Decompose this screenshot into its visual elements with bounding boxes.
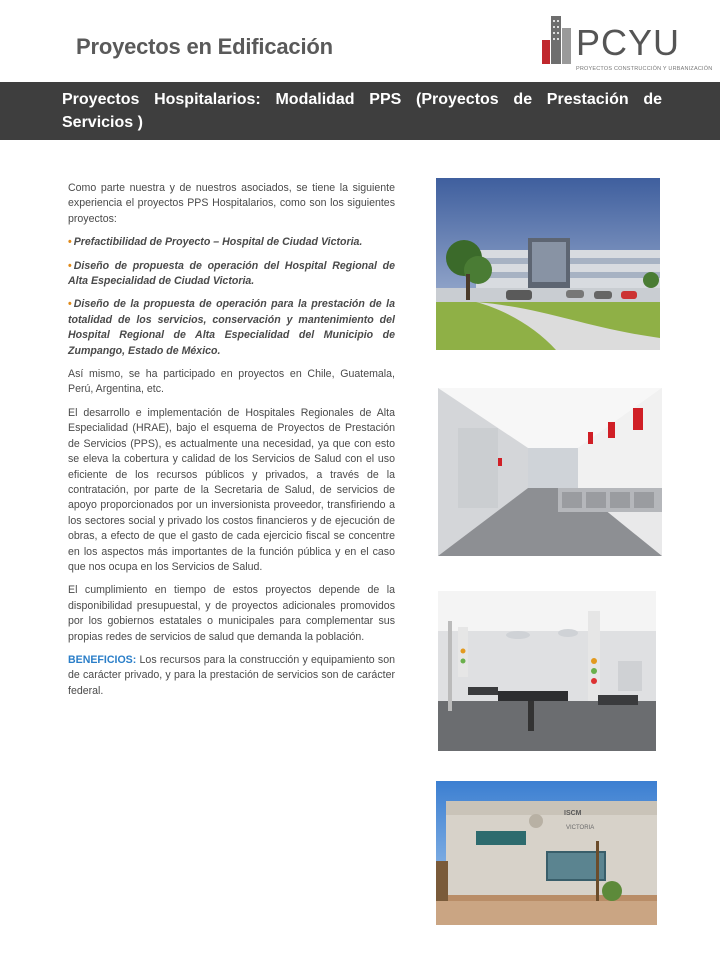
hrae-paragraph: El desarrollo e implementación de Hospitales Regionales de Alta Especialidad (HRAE), bajo el esquema de Proyectos de Prestación de Servicios (PPS), es actualmente una necesidad, ya que con esto se eleva la cobertura y calidad de los Servicios de Salud con el uso eficiente de los recursos públicos y privados, a través de la contratación, por parte de la Secretaria de Salud, de servicios de apoyo proporcionados por un inversionista proveedor, transfiriendo a los sectores social y privado los costos financieros y de ejecución de obras, a efecto de que el gasto de cada ejercicio fiscal se concentre en los aspectos más importantes de la función pública y en el caso que nos ocupa en los Servicios de Salud. — [68, 406, 395, 573]
operating-room-photo — [438, 591, 656, 751]
countries-paragraph: Así mismo, se ha participado en proyectos en Chile, Guatemala, Perú, Argentina, etc. — [68, 368, 395, 396]
section-banner — [0, 82, 720, 140]
facade-sign-brand: ISCM — [564, 810, 582, 817]
bullet-text: Prefactibilidad de Proyecto – Hospital de Ciudad Victoria. — [73, 236, 363, 249]
bullet-dot-icon: • — [68, 298, 72, 311]
bullet-item — [68, 235, 395, 250]
bullet-item — [68, 259, 395, 290]
bullet-text: Diseño de propuesta de operación del Hospital Regional de Alta Especialidad de Ciudad Victoria. — [68, 259, 395, 288]
building-logo-icon — [540, 14, 576, 70]
hospital-exterior-photo — [436, 178, 660, 350]
bullet-dot-icon: • — [68, 236, 72, 249]
logo-text: PCYU — [576, 22, 681, 63]
benefits-paragraph — [68, 653, 395, 699]
main-content — [68, 181, 395, 707]
cumplimiento-paragraph: El cumplimiento en tiempo de estos proyectos depende de la disponibilidad presupuestal, y de proyectos adicionales promovidos por los gobiernos estatales o municipales para complementar sus propias redes de servicios de salud que demanda la población. — [68, 584, 395, 643]
hospital-facade-photo — [436, 781, 657, 925]
intro-paragraph: Como parte nuestra y de nuestros asociados, se tiene la siguiente experiencia el proyectos PPS Hospitalarios, como son los siguientes proyectos: — [68, 182, 395, 225]
bullet-item — [68, 297, 395, 359]
bullet-text: Diseño de la propuesta de operación para la prestación de la totalidad de los servicios, conservación y mantenimiento del Hospital Regional de Alta Especialidad del Municipio de Zumpango, Estado de México. — [68, 298, 395, 357]
benefits-text: Los recursos para la construcción y equipamiento son de carácter privado, y para la prestación de servicios son de carácter federal. — [68, 653, 395, 697]
benefits-label: BENEFICIOS: — [68, 653, 137, 666]
logo-subtitle: PROYECTOS CONSTRUCCIÓN Y URBANIZACIÓN — [576, 66, 713, 72]
page-title: Proyectos en Edificación — [76, 34, 333, 59]
hospital-corridor-photo — [438, 388, 662, 556]
facade-sign-text: VICTORIA — [566, 825, 595, 831]
bullet-dot-icon: • — [68, 259, 72, 272]
banner-title: Proyectos Hospitalarios: Modalidad PPS (Proyectos de Prestación de Servicios ) — [62, 91, 662, 131]
company-logo — [540, 14, 713, 76]
